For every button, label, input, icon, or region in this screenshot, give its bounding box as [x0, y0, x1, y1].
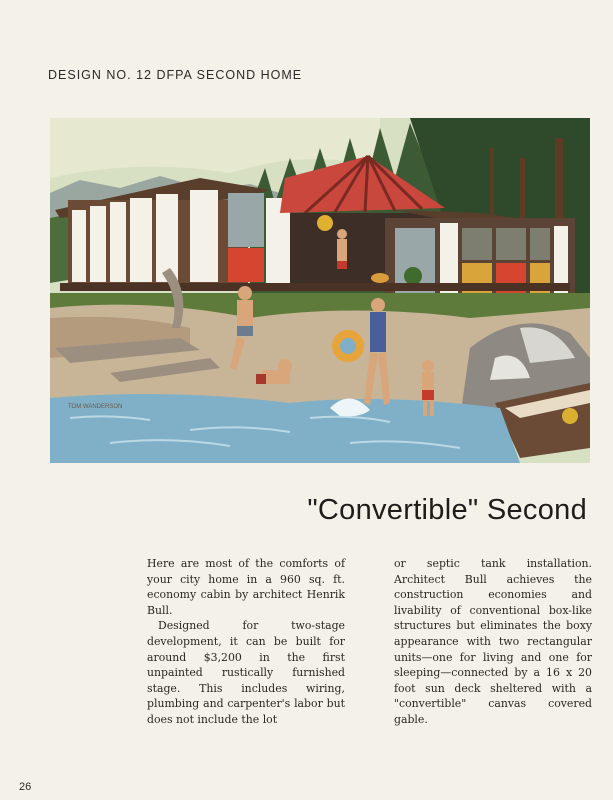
design-header: DESIGN NO. 12 DFPA SECOND HOME — [48, 68, 303, 82]
artist-signature: TOM WANDERSON — [68, 404, 123, 410]
figure-on-deck — [337, 229, 347, 269]
deck — [60, 283, 570, 291]
paragraph: Designed for two-stage development, it can be built for around $3,200 in the first unpainted rustically furnished stage. This includes wiring, plumbing and carpenter's labor but does not include the lot — [147, 619, 345, 726]
paragraph: or septic tank installation. Architect Bull achieves the construction economies and livability of conventional box-like structures but eliminates the boxy appearance with two rectangular units—one for living and one for sleeping—connected by a 16 x 20 foot sun deck sheltered with a "convertible" canvas covered gable. — [394, 557, 592, 726]
article-title: "Convertible" Second — [307, 494, 587, 526]
paragraph: Here are most of the comforts of your city home in a 960 sq. ft. economy cabin by architect Henrik Bull. — [147, 557, 345, 617]
cabin-illustration — [50, 118, 590, 463]
page-number: 26 — [19, 781, 32, 793]
body-column-left — [147, 556, 345, 728]
body-column-right — [394, 556, 592, 728]
